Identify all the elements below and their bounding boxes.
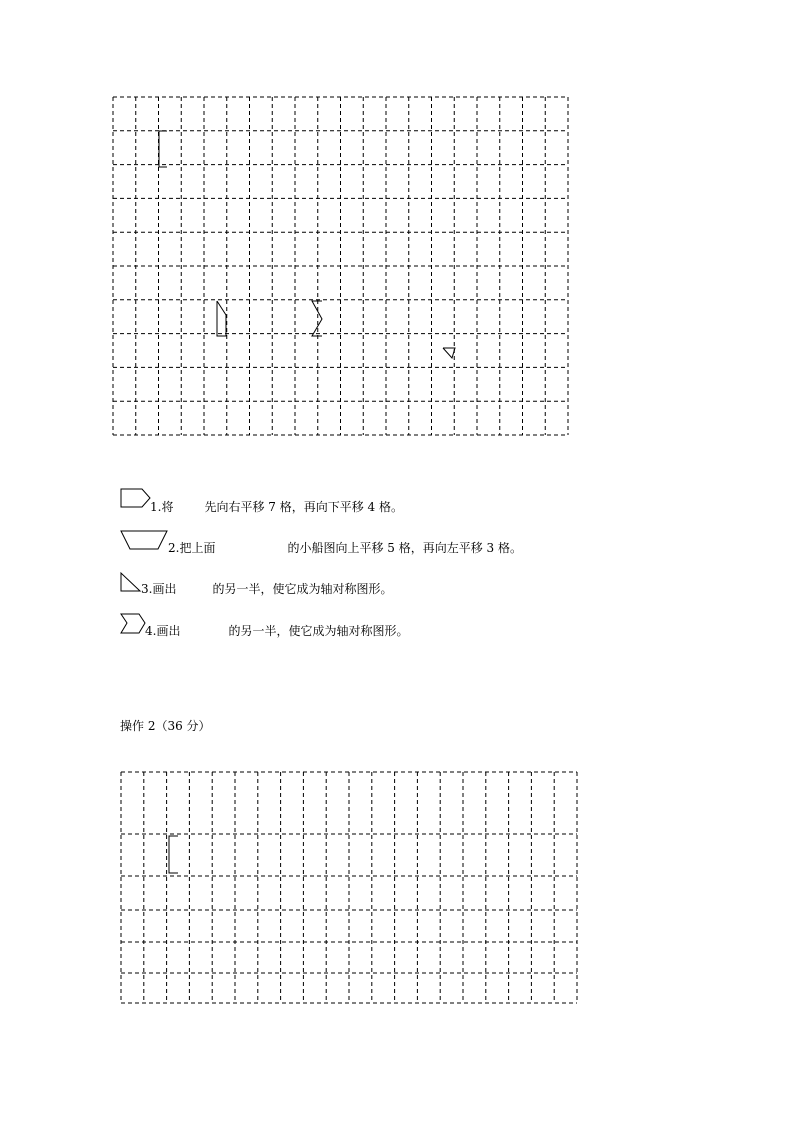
instruction-3-verb: 画出 xyxy=(152,582,177,596)
instruction-2 xyxy=(168,541,522,555)
instruction-2-verb: 把上面 xyxy=(179,541,216,555)
instruction-3 xyxy=(141,582,392,596)
boat-trapezoid-icon xyxy=(121,531,167,549)
section-2-title: 操作 2（36 分） xyxy=(120,719,211,733)
instruction-3-number: 3. xyxy=(141,582,153,596)
right-triangle-icon xyxy=(121,573,140,591)
instruction-4 xyxy=(145,624,408,638)
instruction-4-verb: 画出 xyxy=(156,624,181,638)
instruction-1-rest: 先向右平移 7 格，再向下平移 4 格。 xyxy=(204,500,403,514)
zigzag-half-icon xyxy=(121,614,145,633)
grid1-shape-zigzag xyxy=(312,301,322,336)
instruction-4-rest: 的另一半，使它成为轴对称图形。 xyxy=(228,624,409,638)
instruction-1-number: 1. xyxy=(150,500,162,514)
instruction-2-rest: 的小船图向上平移 5 格，再向左平移 3 格。 xyxy=(287,541,522,555)
instruction-2-number: 2. xyxy=(168,541,180,555)
grid2-shape-bracket xyxy=(169,836,178,873)
grid1-shape-triangle xyxy=(443,348,455,358)
instruction-3-rest: 的另一半，使它成为轴对称图形。 xyxy=(212,582,393,596)
instruction-1 xyxy=(150,500,403,514)
grid1-shape-flag-half xyxy=(217,301,226,336)
pentagon-flag-icon xyxy=(121,489,150,507)
grid1-shape-bracket xyxy=(159,131,167,167)
instruction-4-number: 4. xyxy=(145,624,157,638)
instruction-1-verb: 将 xyxy=(161,500,174,514)
